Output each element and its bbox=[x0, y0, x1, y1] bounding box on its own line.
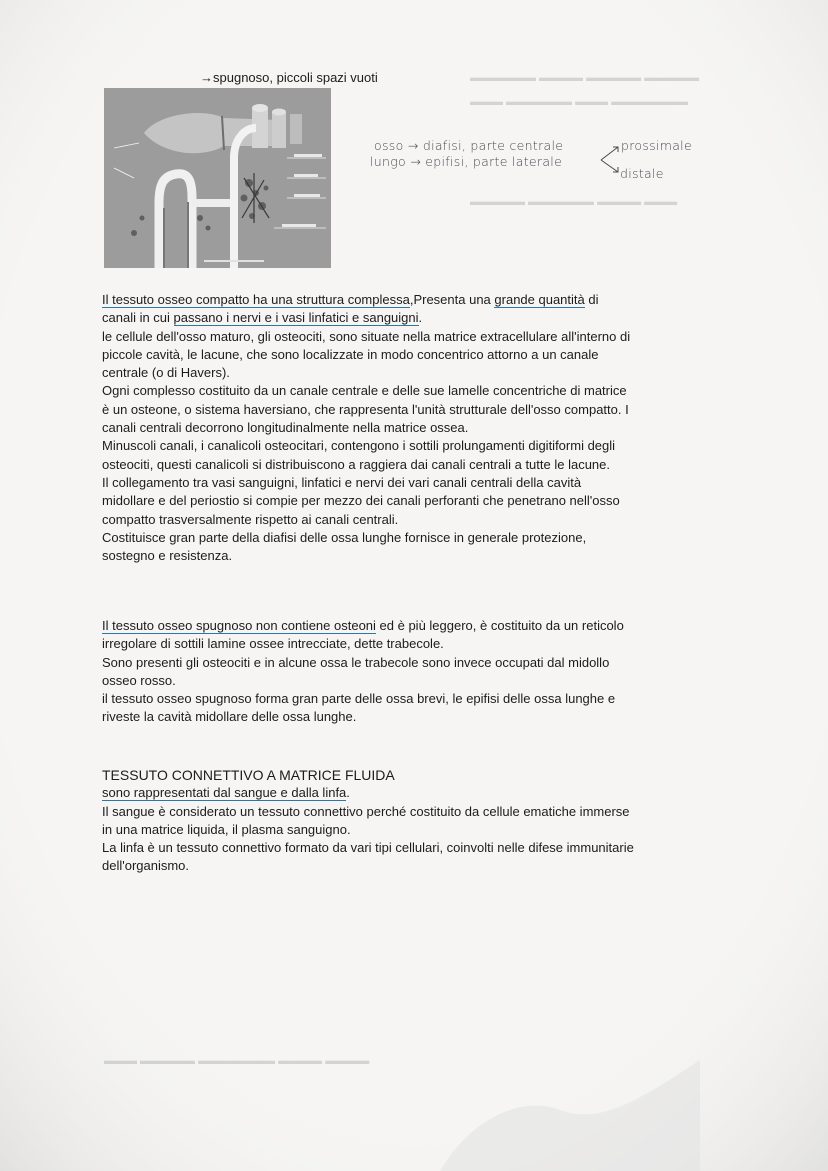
text-span: midollare e del periostio si compie per mezzo dei canali perforanti che penetrano nell'osso bbox=[102, 493, 620, 509]
branch-arrows-icon bbox=[598, 142, 622, 178]
underlined-text: sono rappresentati dal sangue e dalla linfa bbox=[102, 785, 347, 801]
text-span: Costituisce gran parte della diafisi delle ossa lunghe fornisce in generale protezione, bbox=[102, 529, 587, 545]
underlined-text: passano i nervi e i vasi linfatici e sanguigni bbox=[173, 310, 419, 326]
text-span: ed è più leggero, è costituito da un reticolo bbox=[375, 618, 624, 633]
text-span: è un osteone, o sistema haversiano, che rappresenta l'unità strutturale dell'osso compatto. I bbox=[102, 401, 629, 417]
underlined-text: grande quantità bbox=[494, 292, 585, 307]
bone-illustration bbox=[104, 88, 331, 268]
text-line bbox=[102, 309, 630, 327]
text-line bbox=[102, 364, 630, 382]
text-line bbox=[102, 617, 624, 635]
text-line bbox=[102, 672, 624, 690]
text-line bbox=[102, 401, 630, 419]
text-line bbox=[102, 821, 634, 839]
handwritten-branch-2: distale bbox=[620, 166, 664, 181]
text-line bbox=[102, 474, 630, 492]
text-span: di bbox=[584, 292, 599, 307]
text-line bbox=[102, 437, 630, 455]
compact-bone-paragraph bbox=[102, 291, 630, 565]
text-line bbox=[102, 328, 630, 346]
underlined-text: Il tessuto osseo compatto ha una struttura complessa bbox=[102, 292, 410, 307]
text-span: il tessuto osseo spugnoso forma gran parte delle ossa brevi, le epifisi delle ossa lunghe e bbox=[102, 691, 616, 707]
bleed-through-text: ▬▬▬ ▬▬▬▬▬ ▬▬▬▬▬▬▬ ▬▬▬▬ ▬▬▬▬ bbox=[104, 1055, 370, 1067]
text-span: canali in cui bbox=[102, 310, 174, 326]
text-line bbox=[102, 511, 630, 529]
text-line bbox=[102, 529, 630, 547]
text-span: riveste la cavità midollare delle ossa lunghe. bbox=[102, 709, 357, 725]
text-span: Sono presenti gli osteociti e in alcune ossa le trabecole sono invece occupati dal midollo bbox=[102, 654, 610, 670]
text-span: sostegno e resistenza. bbox=[102, 548, 233, 564]
text-span: dell'organismo. bbox=[102, 858, 190, 874]
text-span: le cellule dell'osso maturo, gli osteociti, sono situate nella matrice extracellulare all'interno di bbox=[102, 328, 631, 344]
text-line bbox=[102, 857, 634, 875]
text-span: . bbox=[418, 310, 423, 326]
bleed-through-text: ▬▬▬▬▬▬ ▬▬▬▬ ▬▬▬▬▬ ▬▬▬▬▬ bbox=[470, 72, 700, 84]
text-span: Ogni complesso costituito da un canale centrale e delle sue lamelle concentriche di matrice bbox=[102, 383, 627, 399]
text-span: osseo rosso. bbox=[102, 672, 176, 688]
text-span: in una matrice liquida, il plasma sanguigno. bbox=[102, 821, 351, 837]
text-line bbox=[102, 346, 630, 364]
text-line bbox=[102, 803, 634, 821]
bleed-through-text: ▬▬▬▬▬ ▬▬▬▬▬▬ ▬▬▬▬ ▬▬▬ bbox=[470, 196, 678, 208]
text-span: canali centrali decorrono longitudinalmente nella matrice ossea. bbox=[102, 420, 469, 436]
text-line bbox=[102, 654, 624, 672]
text-line bbox=[102, 547, 630, 565]
text-span: centrale (o di Havers). bbox=[102, 365, 230, 381]
text-span: Il sangue è considerato un tessuto connettivo perché costituito da cellule ematiche immerse bbox=[102, 803, 630, 819]
spongy-bone-paragraph bbox=[102, 617, 624, 727]
text-line bbox=[102, 291, 630, 309]
text-span: . bbox=[346, 785, 350, 801]
text-line bbox=[102, 690, 624, 708]
underlined-text: Il tessuto osseo spugnoso non contiene osteoni bbox=[102, 618, 376, 633]
text-line bbox=[102, 839, 634, 857]
text-span: irregolare di sottili lamine ossee intrecciate, dette trabecole. bbox=[102, 636, 444, 652]
bone-structure-figure bbox=[104, 88, 331, 268]
text-span: compatto trasversalmente rispetto ai canali centrali. bbox=[102, 511, 399, 527]
text-line bbox=[102, 492, 630, 510]
text-span: Il collegamento tra vasi sanguigni, linfatici e nervi dei vari canali centrali della cavità bbox=[102, 474, 582, 490]
text-line bbox=[102, 708, 624, 726]
text-span: osteociti, questi canalicoli si distribuiscono a raggiera dai canali centrali a tutte le lacune. bbox=[102, 456, 611, 472]
bleed-through-text: ▬▬▬ ▬▬▬▬▬▬ ▬▬▬ ▬▬▬▬▬▬▬ bbox=[470, 96, 689, 108]
text-line bbox=[102, 382, 630, 400]
handwritten-branch-1: prossimale bbox=[621, 138, 692, 153]
handwritten-line-1: osso → diafisi, parte centrale bbox=[374, 138, 564, 153]
text-span: ,Presenta una bbox=[409, 292, 495, 307]
fluid-connective-tissue-section bbox=[102, 766, 634, 876]
section-heading: TESSUTO CONNETTIVO A MATRICE FLUIDA bbox=[102, 767, 395, 783]
text-span: La linfa è un tessuto connettivo formato da vari tipi cellulari, coinvolti nelle difese immunitarie bbox=[102, 840, 634, 856]
text-line bbox=[102, 784, 634, 802]
text-line bbox=[102, 419, 630, 437]
top-note: →spugnoso, piccoli spazi vuoti bbox=[200, 70, 378, 85]
text-line bbox=[102, 635, 624, 653]
handwritten-line-2: lungo → epifisi, parte laterale bbox=[370, 154, 563, 169]
text-line bbox=[102, 456, 630, 474]
text-span: Minuscoli canali, i canalicoli osteocitari, contengono i sottili prolungamenti digitiformi degli bbox=[102, 438, 616, 454]
text-span: piccole cavità, le lacune, che sono localizzate in modo concentrico attorno a un canale bbox=[102, 346, 599, 362]
